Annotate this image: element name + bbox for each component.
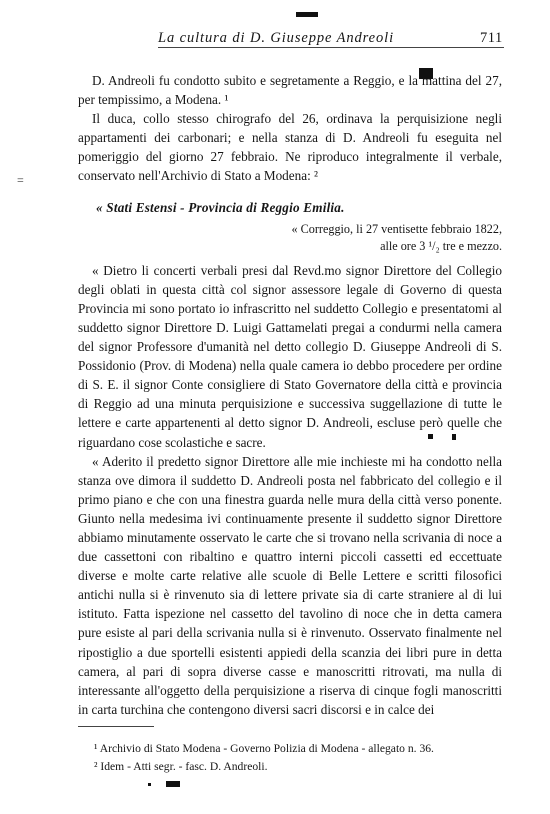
- print-smudge: [166, 781, 180, 787]
- paragraph: D. Andreoli fu condotto subito e segretamente a Reggio, e la mattina del 27, per tempissimo, a Modena. ¹: [78, 73, 502, 108]
- paragraph: Il duca, collo stesso chirografo del 26, ordinava la perquisizione negli appartamenti dei carbonari; e nella stanza di D. Andreoli fu eseguita nel pomeriggio del giorno 27 febbraio. Ne riproduco integralmente il verbale, conservato nell'Archivio di Stato a Modena: ²: [78, 111, 502, 184]
- dateline-line: alle ore 3 ¹/₂ tre e mezzo.: [380, 238, 502, 253]
- footnotes: [94, 740, 514, 776]
- print-smudge: [296, 12, 318, 17]
- footnote: ² Idem - Atti segr. - fasc. D. Andreoli.: [94, 760, 268, 773]
- print-smudge: [428, 434, 433, 439]
- running-title: La cultura di D. Giuseppe Andreoli: [158, 30, 395, 46]
- verbale-paragraph: « Aderito il predetto signor Direttore alle mie inchieste mi ha condotto nella stanza ove dimora il suddetto D. Andreoli posta nel fabbricato del collegio e il primo piano e che con una finestra guarda nelle mura della città verso ponente. Giunto nella medesima ivi continuamente presente il suddetto signor Direttore abbiamo minutamente osservato le carte che si trovano nella scrivania di noce a due cassettoni con ribaltino e quattro interni piccoli cassetti ed eccettuate diverse e molte carte relative alle scuole di Belle Lettere e scritti filosofici antichi nulla si è rinvenuto sia di lettere private sia di carte straniere al di lui istituto. Fatta ispezione nel cassetto del tavolino di noce che in detta camera pure esiste al pari della scrivania nulla si è rinvenuto. Osservato finalmente nel ripostiglio a due sportelli esistenti appiedi della scanzia dei libri pure in detta camera, al pari di sopra diverse casse e manoscritti ritrovati, ma nulla di interessante all'oggetto della perquisizione a riserva di cinque fogli manoscritti in carta turchina che contengono diversi sacri discorsi e in calce dei: [78, 453, 502, 717]
- body-text: [78, 71, 502, 719]
- print-smudge: [148, 783, 151, 786]
- page-number: 711: [480, 30, 503, 46]
- header-rule: [158, 47, 504, 48]
- margin-mark: =: [17, 173, 24, 187]
- verbale-title: « Stati Estensi - Provincia di Reggio Emilia.: [96, 199, 345, 215]
- verbale-dateline: [78, 221, 502, 255]
- footnote-rule: [78, 726, 154, 727]
- print-smudge: [452, 434, 456, 440]
- verbale-paragraph: « Dietro li concerti verbali presi dal Revd.mo signor Direttore del Collegio degli oblati in questa città col signor assessore legale di Governo di questa Provincia mi sono portato io infrascritto nel suddetto Collegio e presentatomi al suddetto signor Direttore D. Luigi Gattamelati pregai a condurmi nella camera del signor Professore d'umanità nel detto collegio D. Giuseppe Andreoli di S. Possidonio (Prov. di Modena) nella quale camera io debbo procedere per ordine di S. E. il signor Conte consigliere di Stato Governatore della città e provincia di Reggio ad una minuta perquisizione e successiva suggellazione di tutte le lettere e carte appartenenti al detto signor D. Andreoli, escluse però quelle che riguardano cose scolastiche e sacre.: [78, 262, 502, 450]
- dateline-line: « Correggio, li 27 ventisette febbraio 1822,: [291, 221, 502, 236]
- footnote: ¹ Archivio di Stato Modena - Governo Polizia di Modena - allegato n. 36.: [94, 742, 434, 755]
